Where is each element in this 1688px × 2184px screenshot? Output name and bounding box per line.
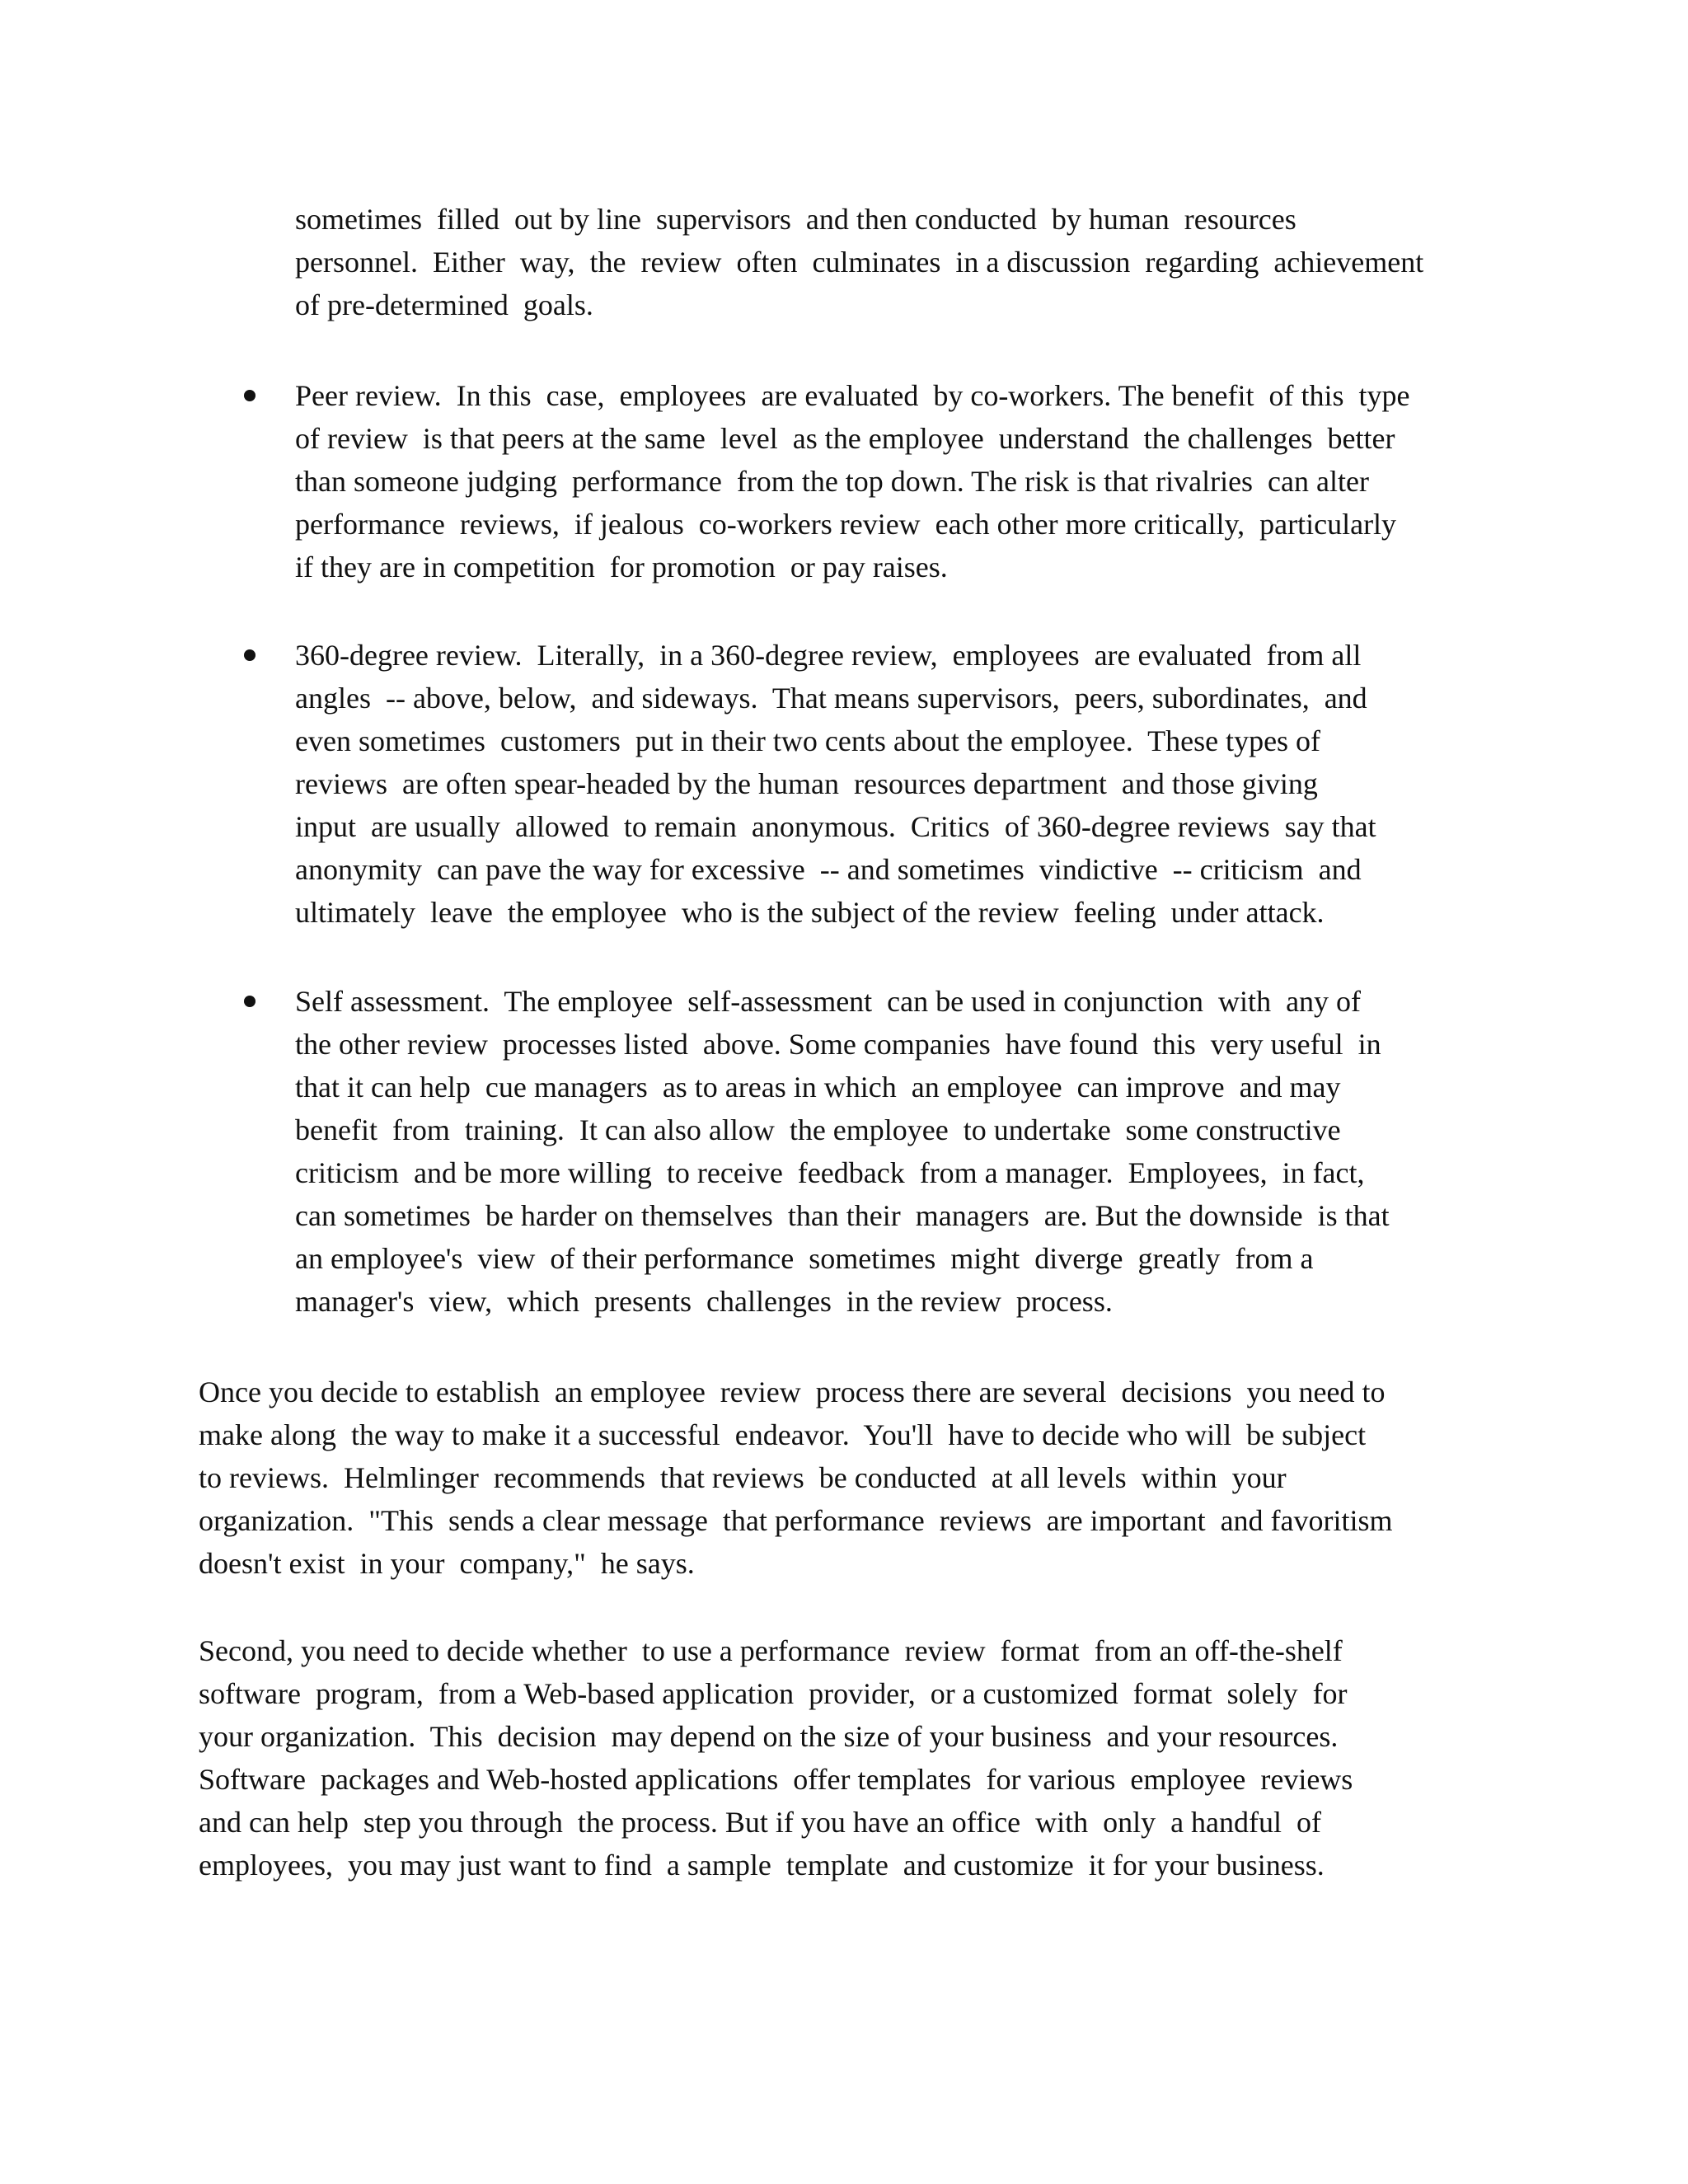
- text-line: sometimes filled out by line supervisors and then conducted by human resources: [295, 203, 1296, 236]
- text-line: if they are in competition for promotion or pay raises.: [295, 551, 948, 583]
- text-line: make along the way to make it a successful endeavor. You'll have to decide who will be subject: [199, 1418, 1367, 1451]
- text-line: anonymity can pave the way for excessive -- and sometimes vindictive -- criticism and: [295, 853, 1362, 886]
- text-line: personnel. Either way, the review often culminates in a discussion regarding achievement: [295, 246, 1424, 279]
- bullet-icon: [244, 996, 256, 1007]
- text-line: to reviews. Helmlinger recommends that reviews be conducted at all levels within your: [199, 1461, 1287, 1494]
- text-line: input are usually allowed to remain anonymous. Critics of 360-degree reviews say that: [295, 810, 1376, 843]
- text-line: that it can help cue managers as to areas in which an employee can improve and may: [295, 1071, 1341, 1104]
- text-line: employees, you may just want to find a sample template and customize it for your business.: [199, 1849, 1325, 1882]
- text-line: of review is that peers at the same level as the employee understand the challenges better: [295, 422, 1395, 455]
- text-line: angles -- above, below, and sideways. That means supervisors, peers, subordinates, and: [295, 682, 1367, 715]
- text-line: Software packages and Web-hosted applications offer templates for various employee reviews: [199, 1763, 1353, 1796]
- text-line: 360-degree review. Literally, in a 360-degree review, employees are evaluated from all: [295, 639, 1362, 672]
- text-line: Peer review. In this case, employees are evaluated by co-workers. The benefit of this type: [295, 379, 1410, 412]
- text-line: performance reviews, if jealous co-workers review each other more critically, particularly: [295, 508, 1397, 541]
- text-line: your organization. This decision may depend on the size of your business and your resources.: [199, 1720, 1339, 1753]
- text-line: organization. "This sends a clear message that performance reviews are important and favoritism: [199, 1504, 1393, 1537]
- text-line: ultimately leave the employee who is the subject of the review feeling under attack.: [295, 896, 1325, 929]
- text-line: software program, from a Web-based application provider, or a customized format solely for: [199, 1677, 1348, 1710]
- text-line: an employee's view of their performance sometimes might diverge greatly from a: [295, 1242, 1314, 1275]
- text-line: and can help step you through the process. But if you have an office with only a handful of: [199, 1806, 1322, 1839]
- text-line: can sometimes be harder on themselves than their managers are. But the downside is that: [295, 1199, 1390, 1232]
- text-line: manager's view, which presents challenges in the review process.: [295, 1285, 1113, 1318]
- text-line: of pre-determined goals.: [295, 288, 593, 321]
- text-line: criticism and be more willing to receive feedback from a manager. Employees, in fact,: [295, 1156, 1365, 1189]
- bullet-icon: [244, 649, 256, 661]
- text-line: than someone judging performance from the top down. The risk is that rivalries can alter: [295, 465, 1369, 498]
- text-line: benefit from training. It can also allow the employee to undertake some constructive: [295, 1113, 1341, 1146]
- text-line: Second, you need to decide whether to use a performance review format from an off-the-shelf: [199, 1634, 1343, 1667]
- bullet-icon: [244, 390, 256, 401]
- text-line: even sometimes customers put in their two cents about the employee. These types of: [295, 724, 1321, 757]
- text-line: doesn't exist in your company," he says.: [199, 1547, 695, 1580]
- text-line: reviews are often spear-headed by the human resources department and those giving: [295, 767, 1318, 800]
- text-line: Self assessment. The employee self-assessment can be used in conjunction with any of: [295, 985, 1362, 1018]
- text-line: the other review processes listed above. Some companies have found this very useful in: [295, 1028, 1381, 1061]
- text-line: Once you decide to establish an employee review process there are several decisions you need to: [199, 1376, 1386, 1408]
